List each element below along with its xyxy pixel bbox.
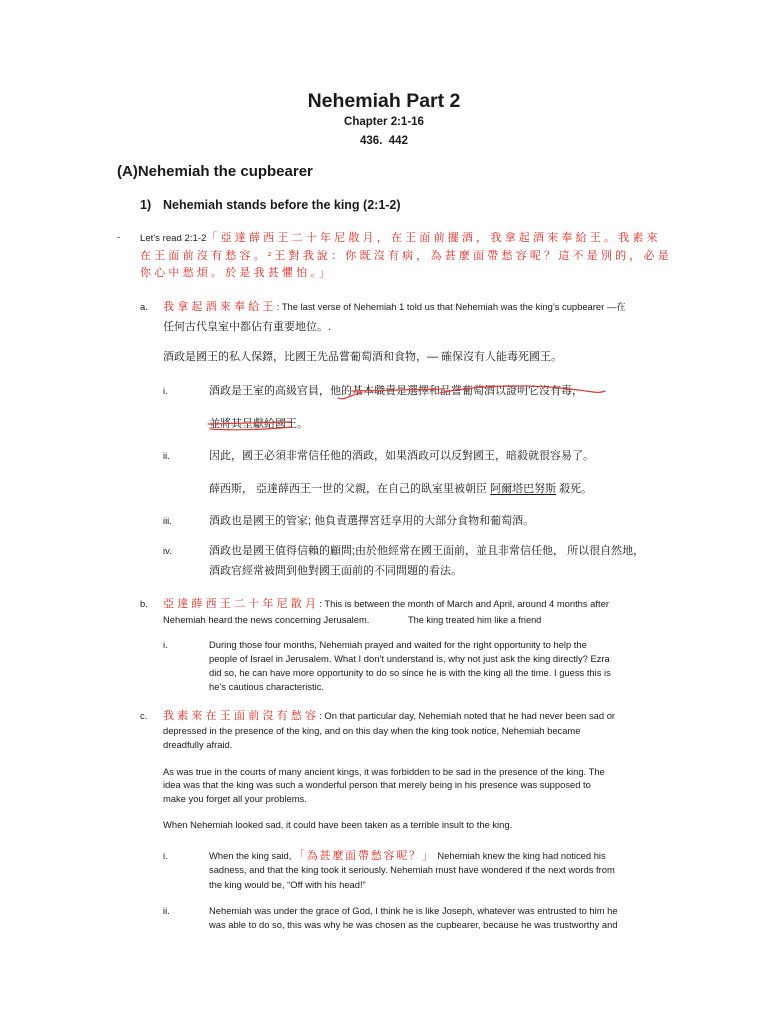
paragraph-line: When Nehemiah looked sad, it could have been taken as a terrible insult to the king. <box>163 819 513 830</box>
subpoint-text: sadness, and that the king took it seriously. Nehemiah must have wondered if the next words from <box>209 864 615 875</box>
list-marker: i. <box>163 385 168 396</box>
subpoint-text: 因此，國王必須非常信任他的酒政，如果酒政可以反對國王，暗殺就很容易了。 <box>209 450 594 462</box>
list-marker: ii. <box>163 450 170 461</box>
chapter-reference: Chapter 2:1-16 <box>344 116 424 128</box>
subpoint-text: the king would be, “Off with his head!” <box>209 879 366 890</box>
scripture-verse-line: 在王面前沒有愁容。²王對我說：你既沒有病，為甚麼面帶愁容呢？這不是別的，必是 <box>140 250 672 262</box>
point-c-line <box>163 709 615 723</box>
list-marker: iv. <box>163 545 172 556</box>
list-bullet: - <box>117 232 121 243</box>
point-a-text: 任何古代皇室中都佔有重要地位。. <box>163 321 332 333</box>
point-a-line <box>163 300 626 314</box>
scripture-quote: 「為甚麼面帶愁容呢？」 <box>293 850 435 862</box>
scripture-verse-line: 「亞達薛西王二十年尼散月，在王面前擺酒，我拿起酒來奉給王。我素來 <box>206 232 661 244</box>
subsection-heading: Nehemiah stands before the king (2:1-2) <box>163 198 401 212</box>
list-marker: i. <box>163 850 168 861</box>
point-b-text: Nehemiah heard the news concerning Jerusalem. <box>163 614 370 625</box>
underlined-name: 阿爾塔巴努斯 <box>490 483 557 495</box>
subpoint-text: people of Israel in Jerusalem. What I don’t understand is, why not just ask the king directly? Ezra <box>209 653 610 664</box>
subpoint-text: Nehemiah was under the grace of God, I think he is like Joseph, whatever was entrusted to him he <box>209 905 618 916</box>
reading-lead: Let's read 2:1-2 <box>140 233 207 244</box>
list-marker: a. <box>140 301 148 312</box>
subpoint-text: Nehemiah knew the king had noticed his <box>434 850 606 861</box>
page-title: Nehemiah Part 2 <box>307 90 461 112</box>
point-c-text: : On that particular day, Nehemiah noted that he had never been sad or <box>319 710 616 721</box>
side-note: The king treated him like a friend <box>408 615 542 625</box>
note-text: 薛西斯， 亞達薛西王一世的父親，在自己的臥室里被朝臣 <box>209 483 491 495</box>
subpoint-line <box>209 849 606 863</box>
subpoint-text: he’s cautious characteristic. <box>209 681 324 692</box>
subpoint-note <box>209 482 592 496</box>
subsection-number: 1) <box>140 198 152 212</box>
point-b-text: : This is between the month of March and April, around 4 months after <box>319 598 609 609</box>
scripture-label: 我素來在王面前沒有愁容 <box>163 710 320 722</box>
list-marker: ii. <box>163 905 170 916</box>
subpoint-text: did so, he can have more opportunity to do so since he is with the king all the time. I guess this is <box>209 667 611 678</box>
subpoint-text: 酒政也是國王值得信賴的顧問;由於他經常在國王面前，並且非常信任他， 所以很自然地， <box>209 545 645 557</box>
reading-line <box>140 231 661 245</box>
scripture-verse-line: 你心中愁煩。於是我甚懼怕。」 <box>140 267 334 279</box>
subpoint-text: When the king said, <box>209 850 294 861</box>
subpoint-text: 並將其呈獻給國王。 <box>209 418 308 430</box>
subpoint-text: During those four months, Nehemiah prayed and waited for the right opportunity to help the <box>209 639 587 650</box>
point-a-text: : The last verse of Nehemiah 1 told us that Nehemiah was the king’s cupbearer —在 <box>276 301 626 312</box>
paragraph-line: As was true in the courts of many ancient kings, it was forbidden to be sad in the presence of the king. The <box>163 766 605 777</box>
date-reference: 436. 442 <box>360 135 408 147</box>
point-c-text: depressed in the presence of the king, and on this day when the king took notice, Nehemiah became <box>163 725 581 736</box>
subpoint-text: 酒政官經常被問到他對國王面前的不同問題的看法。 <box>209 565 462 577</box>
scripture-label: 亞達薛西王二十年尼散月 <box>163 598 320 610</box>
subpoint-text: 酒政是王室的高級官員，他的基本職責是選擇和品嘗葡萄酒以證明它沒有毒， <box>209 385 583 397</box>
list-marker: iii. <box>163 515 172 526</box>
scripture-label: 我拿起酒來奉給王 <box>163 301 277 313</box>
list-marker: c. <box>140 710 148 721</box>
point-a-paragraph: 酒政是國王的私人保鏢，比國王先品嘗葡萄酒和食物，— 確保沒有人能毒死國王。 <box>163 351 563 363</box>
point-c-text: dreadfully afraid. <box>163 739 233 750</box>
subpoint-text: 酒政也是國王的管家; 他負責選擇宮廷享用的大部分食物和葡萄酒。 <box>209 515 535 527</box>
paragraph-line: make you forget all your problems. <box>163 793 307 804</box>
point-b-line <box>163 597 609 611</box>
subpoint-text: was able to do so, this was why he was chosen as the cupbearer, because he was trustworthy and <box>209 919 618 930</box>
list-marker: i. <box>163 639 168 650</box>
list-marker: b. <box>140 598 148 609</box>
section-heading: (A)Nehemiah the cupbearer <box>117 163 313 180</box>
note-text: 殺死。 <box>556 483 593 495</box>
paragraph-line: idea was that the king was such a wonderful person that merely being in his presence was supposed to <box>163 779 591 790</box>
